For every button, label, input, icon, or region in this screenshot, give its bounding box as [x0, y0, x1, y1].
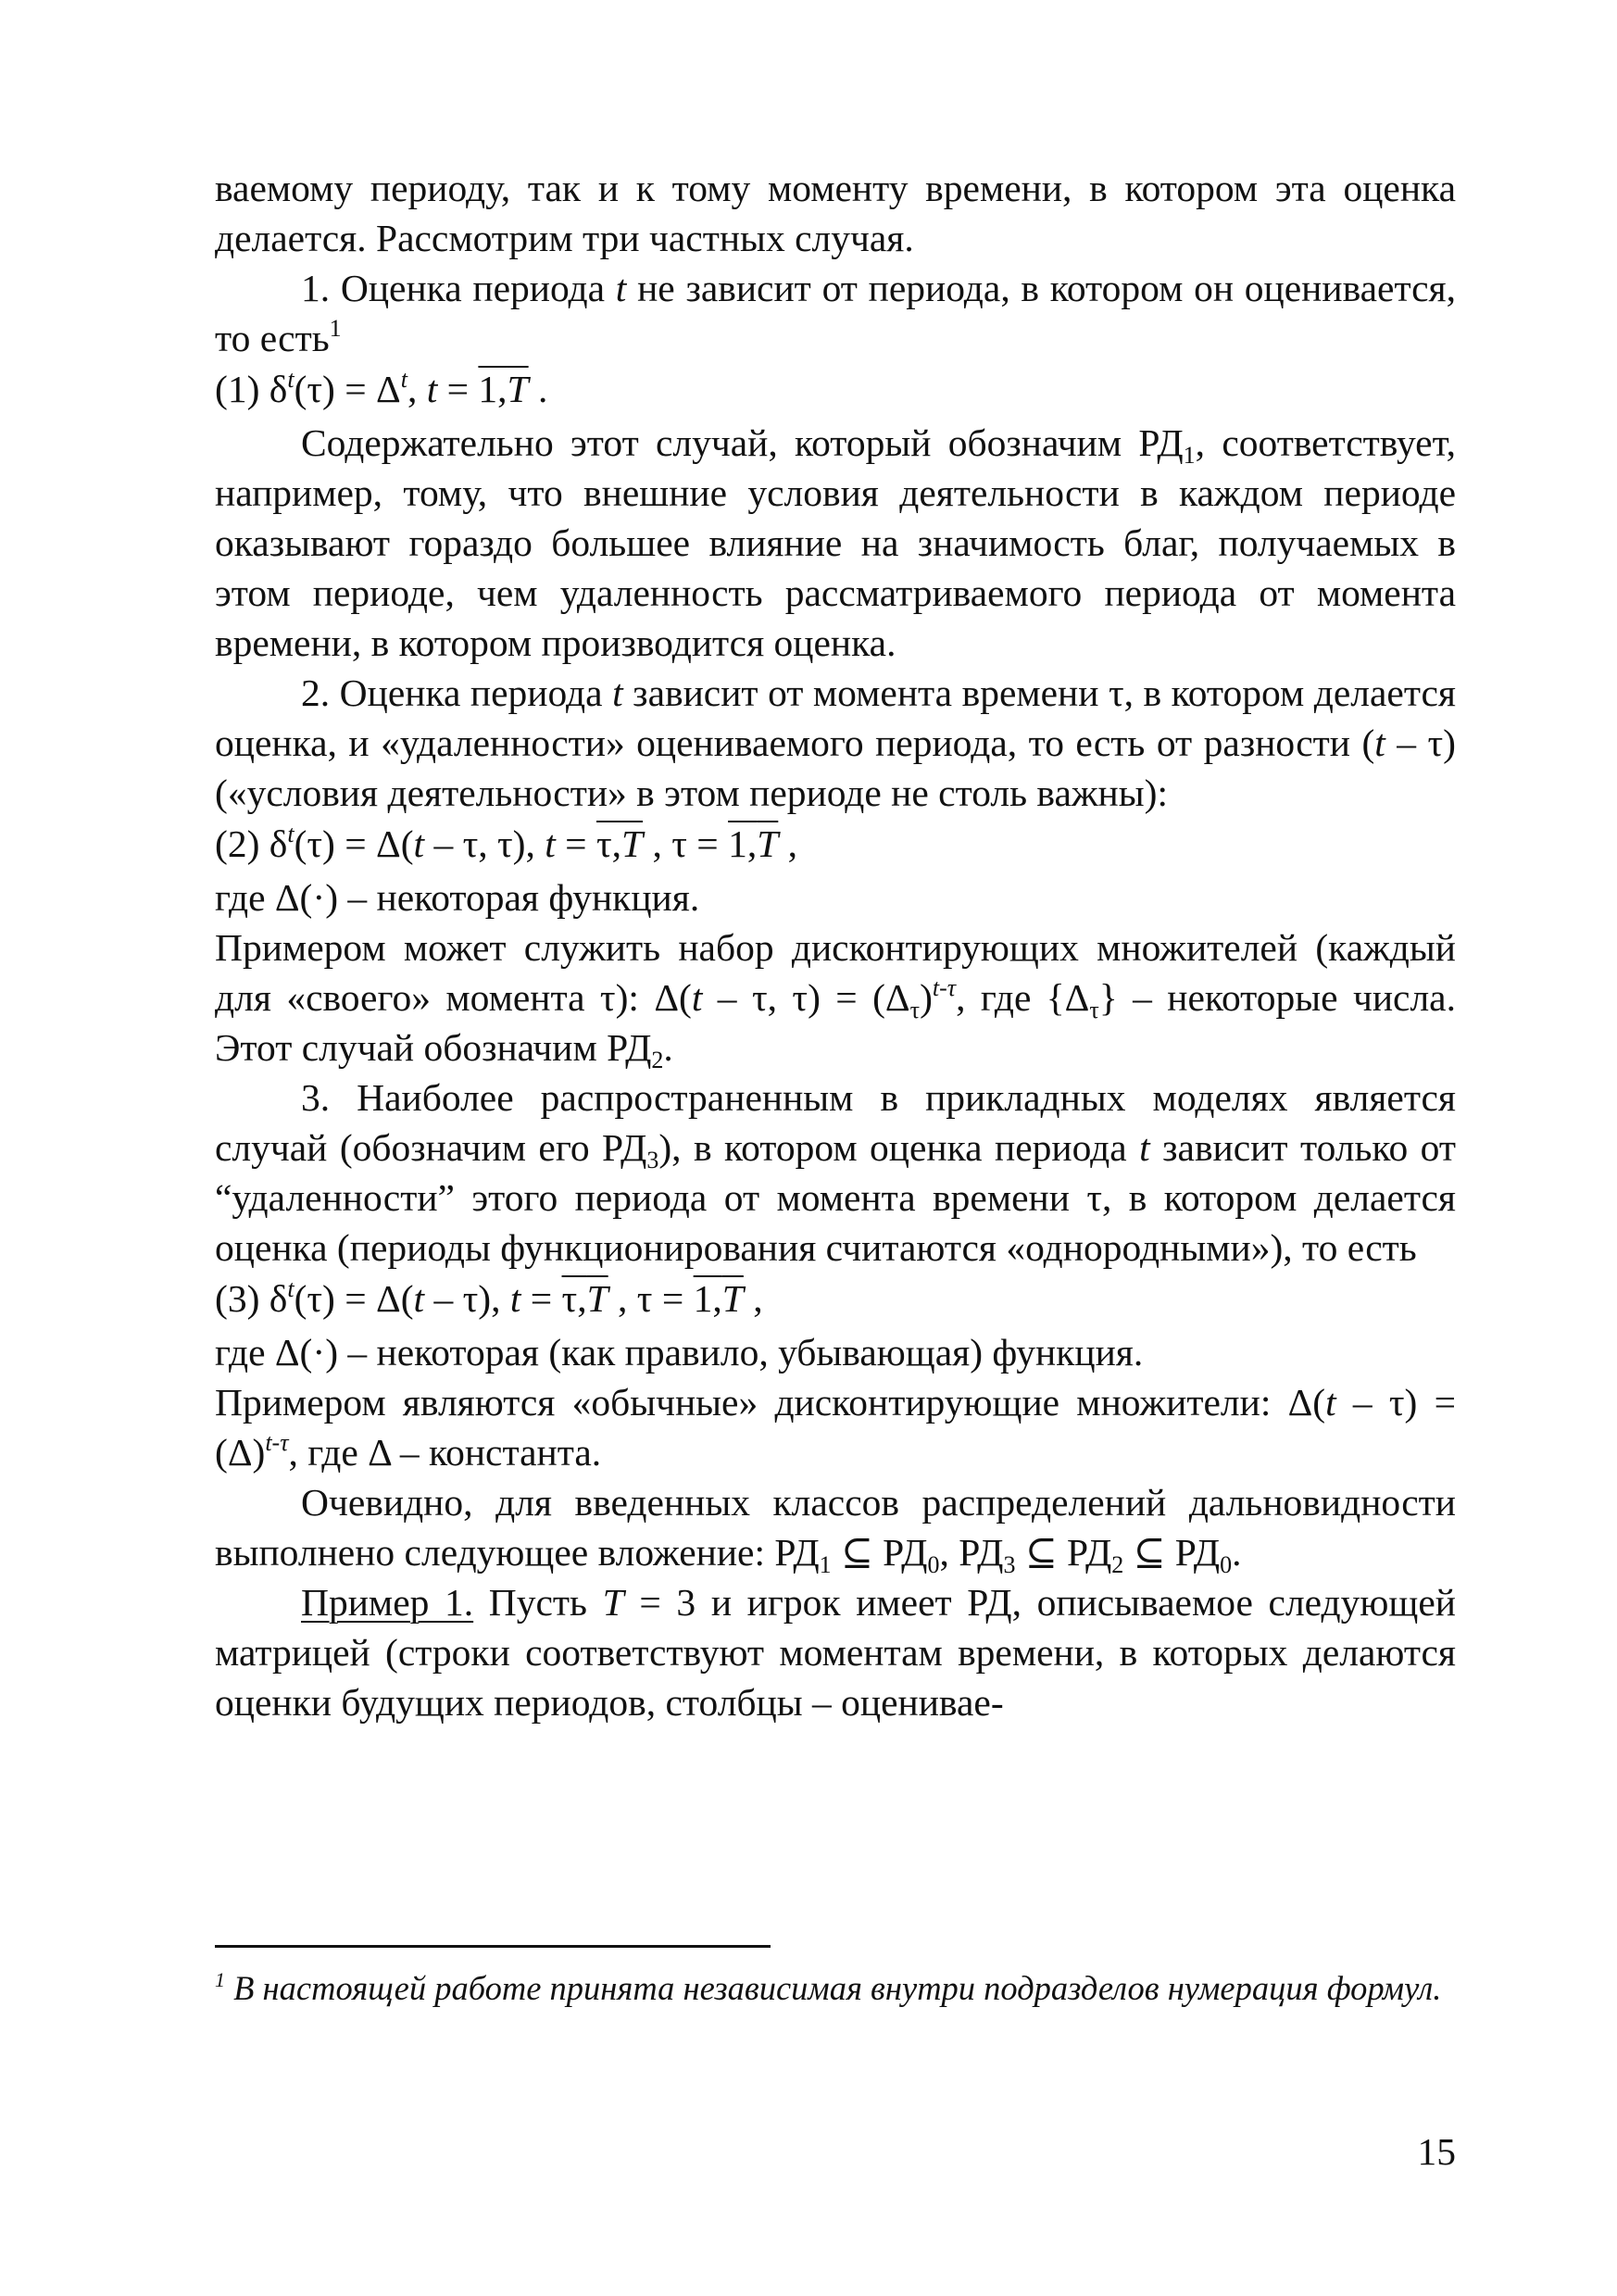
paragraph-case-2: 2. Оценка периода t зависит от момента времени τ, в котором делается оценка, и «удаленности» оцениваемого периода, то есть от разности (t – τ) («условия деятельности» в этом периоде не столь важны):: [215, 671, 1456, 814]
example-label: Пример 1.: [301, 1581, 474, 1624]
paragraph-case-1-explanation: Содержательно этот случай, который обозначим $РД_1$, соответствует, например, тому, что внешние условия деятельности в каждом периоде оказывают гораздо большее влияние на значимость благ, получаемых в этом периоде, чем удаленность рассматриваемого периода от момента времени, в котором производится оценка.: [215, 421, 1456, 664]
range-overline: 1,T: [728, 822, 779, 865]
range-overline: 1,T: [693, 1277, 744, 1320]
page-number: 15: [1417, 2130, 1456, 2173]
footnote-divider: [215, 1945, 771, 1948]
formula-2: (2) $\delta^t(\tau) = \Delta(t - \tau$, τ), t = τ,T , τ = 1,T ,: [215, 821, 798, 865]
paragraph-case-1: 1. Оценка периода t не зависит от периода, в котором он оценивается, то есть$^1$: [215, 267, 1456, 359]
paragraph-example-case-2: Примером может служить набор дисконтирующих множителей (каждый для «своего» момента τ): Δ(t – τ, $\tau) = (\Delta_\tau)^{t-\tau}$, где $\{\Delta_\tau\}$ – некоторые числа. Этот случай обозначим $РД_2$.: [215, 926, 1456, 1073]
footnote-mark: 1: [215, 1968, 225, 1991]
range-overline: τ,T: [595, 822, 644, 865]
formula-3: (3) $\delta^t(\tau) = \Delta(t - \tau)$, t = τ,T , τ = 1,T ,: [215, 1275, 763, 1320]
main-text: [215, 163, 1456, 1727]
footnote-ref: 1: [329, 315, 342, 342]
formula-1: (1) $\delta^t(\tau) = \Delta^t$, t = 1,T .: [215, 366, 548, 410]
paragraph-example-1: Пример 1. Пусть T = 3 и игрок имеет РД, описываемое следующей матрицей (строки соответствуют моментам времени, в которых делаются оценки будущих периодов, столбцы – оценивае-: [215, 1581, 1456, 1724]
paragraph-function-note: где Δ(·) – некоторая функция.: [215, 876, 700, 919]
paragraph-intro: ваемому периоду, так и к тому моменту времени, в котором эта оценка делается. Рассмотрим три частных случая.: [215, 167, 1456, 259]
range-overline: 1,T: [478, 368, 529, 410]
paragraph-case-3: 3. Наиболее распространенным в прикладных моделях является случай (обозначим его $РД_3$), в котором оценка периода t зависит только от “удаленности” этого периода от момента времени τ, в котором делается оценка (периоды функционирования считаются «однородными»), то есть: [215, 1076, 1456, 1269]
paragraph-example-case-3: Примером являются «обычные» дисконтирующие множители: $\Delta(t - \tau) = (\Delta)^{t-\tau}$, где Δ – константа.: [215, 1381, 1456, 1474]
footnote: [215, 1965, 1456, 2012]
range-overline: τ,T: [561, 1277, 608, 1320]
paragraph-inclusion: Очевидно, для введенных классов распределений дальновидности выполнено следующее вложение: $РД_1$ ⊆ $РД_0$, $РД_3$ ⊆ $РД_2$ ⊆ $РД_0$.: [215, 1481, 1456, 1578]
footnote-text: В настоящей работе принята независимая внутри подразделов нумерация формул.: [225, 1969, 1442, 2007]
paragraph-function-note-2: где Δ(·) – некоторая (как правило, убывающая) функция.: [215, 1331, 1144, 1374]
